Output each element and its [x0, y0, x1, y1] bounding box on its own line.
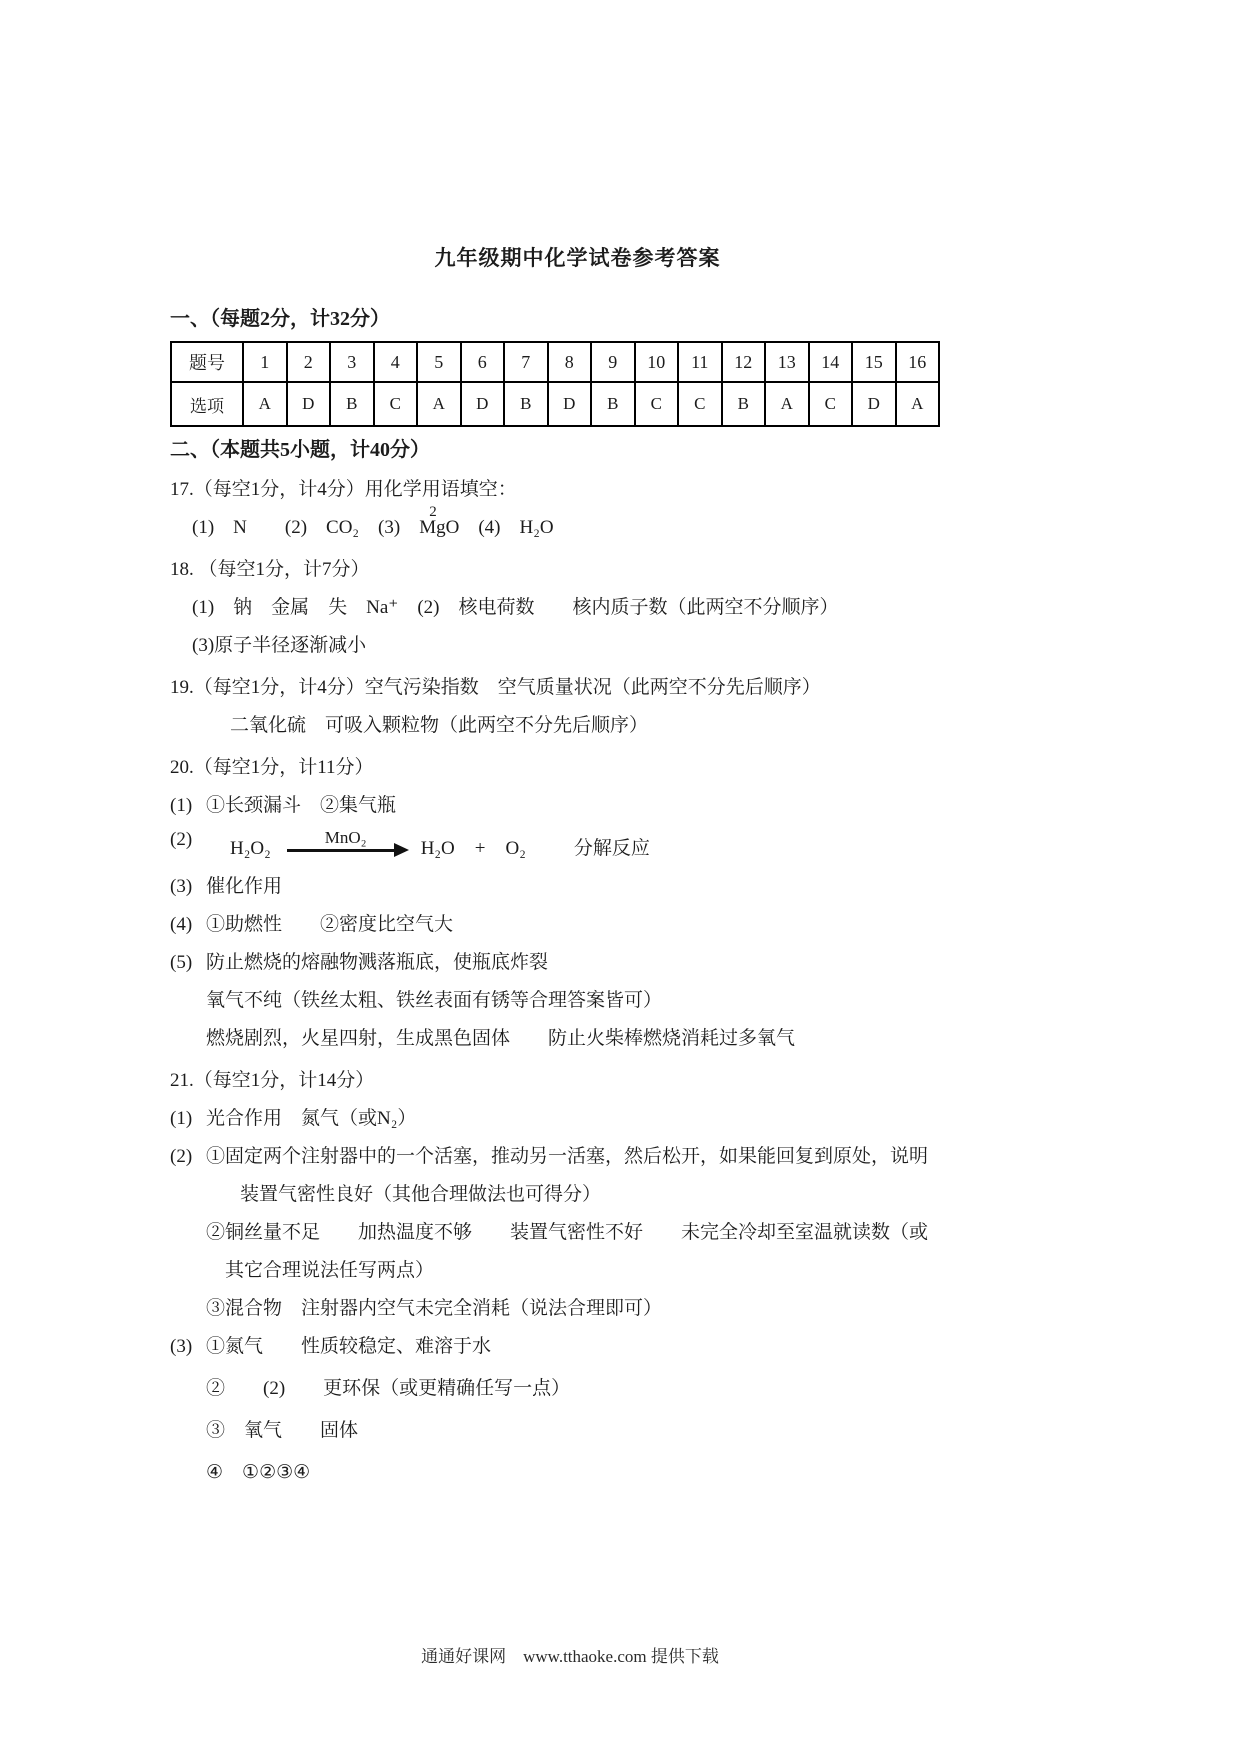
q21-answer-2 [170, 1145, 985, 1169]
table-answer-label: 选项 [171, 382, 243, 426]
question-number-cell: 8 [548, 342, 592, 382]
arrow-icon [287, 849, 405, 852]
question-number-cell: 5 [417, 342, 461, 382]
answer-cell: B [722, 382, 766, 426]
equation-plus: + [474, 838, 486, 859]
mgo-valence-formula [419, 504, 460, 540]
answer-cell: A [417, 382, 461, 426]
answer-label: (4) [170, 914, 193, 935]
table-header-label: 题号 [171, 342, 243, 382]
answer-cell: C [809, 382, 853, 426]
q18-answer-line1: (1) 钠 金属 失 Na⁺ (2) 核电荷数 核内质子数（此两空不分顺序） [192, 597, 839, 618]
mgo-formula: MgO [419, 517, 460, 538]
q21-answer-1 [170, 1107, 985, 1131]
answer-cell: C [678, 382, 722, 426]
answer-text: ①长颈漏斗 ②集气瓶 [206, 795, 397, 816]
q18-stem: 18. （每空1分，计7分） [170, 559, 370, 580]
q17-answers [170, 504, 985, 540]
document-content [170, 242, 985, 1485]
answer-cell: B [591, 382, 635, 426]
question-number-cell: 11 [678, 342, 722, 382]
section-2-heading: 二、（本题共5小题，计40分） [170, 439, 430, 461]
answer-label: (1) [170, 795, 193, 816]
answer-text: ①固定两个注射器中的一个活塞，推动另一活塞，然后松开，如果能回复到原处，说明 [206, 1146, 929, 1167]
q17-answers-left: (1) N (2) CO₂ (3) [192, 517, 420, 538]
q21-answer-3 [170, 1335, 985, 1359]
q21-answer-3-line4: ④ ①②③④ [206, 1462, 311, 1483]
question-number-cell: 6 [461, 342, 505, 382]
table-row-answers [171, 382, 939, 426]
chemical-equation [206, 828, 650, 861]
question-number-cell: 2 [287, 342, 331, 382]
q20-answer-5 [170, 951, 985, 975]
question-number-cell: 12 [722, 342, 766, 382]
answer-cell: D [287, 382, 331, 426]
question-number-cell: 9 [591, 342, 635, 382]
q20-stem: 20.（每空1分，计11分） [170, 757, 374, 778]
answer-cell: B [504, 382, 548, 426]
q20-answer-1 [170, 794, 985, 818]
answer-text: ①氮气 性质较稳定、难溶于水 [206, 1336, 492, 1357]
q17-stem: 17.（每空1分，计4分）用化学用语填空： [170, 479, 517, 500]
equation-product-1: H₂O [420, 838, 455, 859]
answer-text: ①助燃性 ②密度比空气大 [206, 914, 454, 935]
answer-cell: C [635, 382, 679, 426]
answer-cell: D [548, 382, 592, 426]
equation-product-2: O₂ [505, 838, 526, 859]
multiple-choice-answer-table [170, 341, 940, 427]
equation-reactant: H₂O₂ [230, 838, 271, 859]
question-number-cell: 1 [243, 342, 287, 382]
valence-superscript: 2 [429, 504, 437, 520]
answer-label: (2) [170, 829, 193, 850]
question-number-cell: 13 [765, 342, 809, 382]
reaction-type: 分解反应 [573, 838, 650, 859]
q20-answer-5-line3: 燃烧剧烈，火星四射，生成黑色固体 防止火柴棒燃烧消耗过多氧气 [206, 1028, 796, 1049]
q20-answer-4 [170, 913, 985, 937]
question-number-cell: 4 [374, 342, 418, 382]
question-number-cell: 16 [896, 342, 940, 382]
catalyst-label: MnO₂ [324, 828, 367, 847]
q20-answer-3 [170, 875, 985, 899]
answer-label: (2) [170, 1146, 193, 1167]
question-number-cell: 10 [635, 342, 679, 382]
page-title: 九年级期中化学试卷参考答案 [434, 246, 721, 270]
answer-text: 防止燃烧的熔融物溅落瓶底，使瓶底炸裂 [206, 952, 549, 973]
question-number-cell: 7 [504, 342, 548, 382]
section-1-heading: 一、（每题2分，计32分） [170, 308, 390, 330]
q21-answer-2-line4: 其它合理说法任写两点） [225, 1260, 435, 1281]
table-row-question-numbers [171, 342, 939, 382]
q20-answer-5-line2: 氧气不纯（铁丝太粗、铁丝表面有锈等合理答案皆可） [206, 990, 663, 1011]
answer-cell: D [461, 382, 505, 426]
footer-download-note: 通通好课网 www.tthaoke.com 提供下载 [421, 1647, 719, 1666]
q21-answer-2-line2: 装置气密性良好（其他合理做法也可得分） [240, 1184, 602, 1205]
answer-label: (1) [170, 1108, 193, 1129]
answer-cell: A [243, 382, 287, 426]
q17-answers-right: (4) H₂O [459, 517, 554, 538]
answer-cell: B [330, 382, 374, 426]
q21-answer-3-line3: ③ 氧气 固体 [206, 1420, 359, 1441]
answer-text: 催化作用 [206, 876, 283, 897]
answer-text: 光合作用 氮气（或N₂） [206, 1108, 417, 1129]
answer-cell: A [896, 382, 940, 426]
q21-answer-2-line3: ②铜丝量不足 加热温度不够 装置气密性不好 未完全冷却至室温就读数（或 [206, 1222, 929, 1243]
question-number-cell: 15 [852, 342, 896, 382]
answer-cell: D [852, 382, 896, 426]
q21-answer-3-line2: ② (2) 更环保（或更精确任写一点） [206, 1378, 571, 1399]
answer-cell: C [374, 382, 418, 426]
q19-answer-line1: 19.（每空1分，计4分）空气污染指数 空气质量状况（此两空不分先后顺序） [170, 677, 821, 698]
q18-answer-line2: (3)原子半径逐渐减小 [192, 635, 367, 656]
reaction-arrow [287, 828, 405, 861]
answer-label: (3) [170, 1336, 193, 1357]
answer-cell: A [765, 382, 809, 426]
q20-answer-2 [170, 828, 985, 861]
q21-answer-2-line5: ③混合物 注射器内空气未完全消耗（说法合理即可） [206, 1298, 663, 1319]
answer-label: (5) [170, 952, 193, 973]
q21-stem: 21.（每空1分，计14分） [170, 1070, 375, 1091]
question-number-cell: 14 [809, 342, 853, 382]
q19-answer-line2: 二氧化硫 可吸入颗粒物（此两空不分先后顺序） [230, 715, 649, 736]
answer-label: (3) [170, 876, 193, 897]
question-number-cell: 3 [330, 342, 374, 382]
